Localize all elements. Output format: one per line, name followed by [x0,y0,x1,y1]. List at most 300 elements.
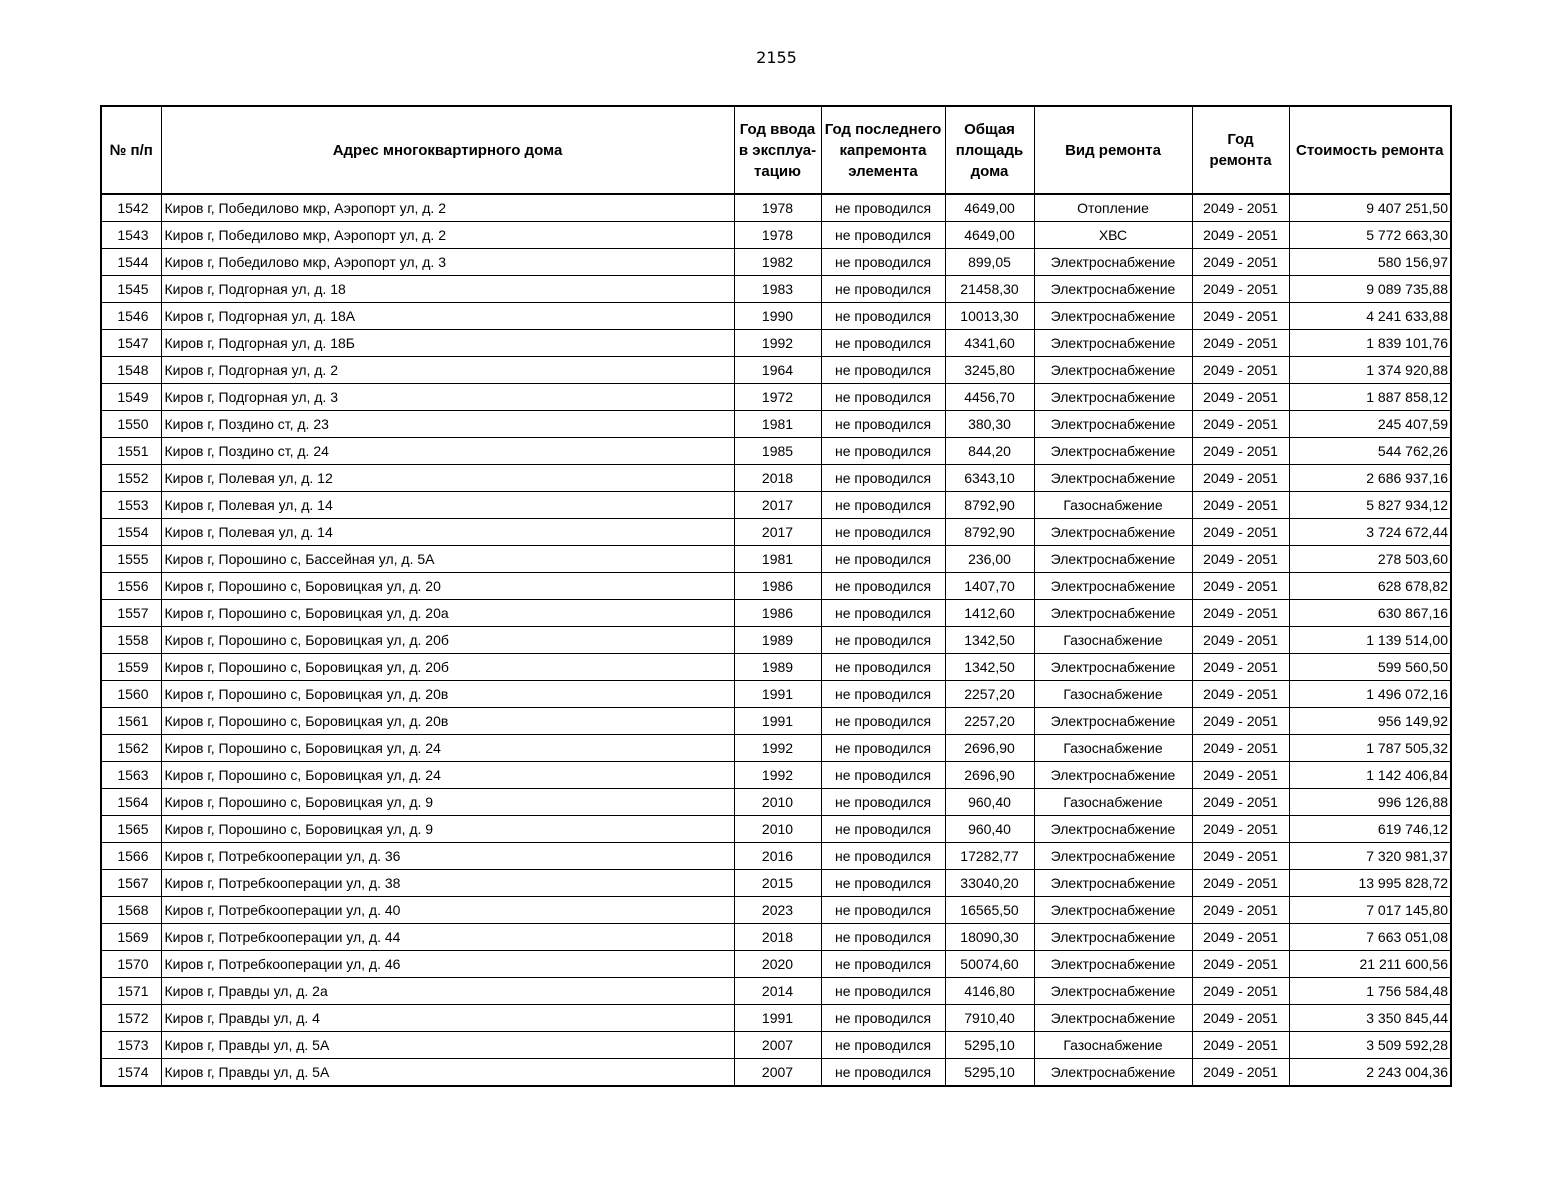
cell-address: Киров г, Порошино с, Боровицкая ул, д. 20 [161,573,734,600]
cell-repair-year: 2049 - 2051 [1192,627,1289,654]
table-row [101,816,1451,843]
cell-num: 1543 [101,222,161,249]
cell-year-built: 2018 [734,465,821,492]
cell-year-built: 1985 [734,438,821,465]
cell-cost: 1 139 514,00 [1289,627,1451,654]
cell-cost: 1 374 920,88 [1289,357,1451,384]
cell-year-built: 1991 [734,1005,821,1032]
cell-last-repair: не проводился [821,843,945,870]
cell-num: 1563 [101,762,161,789]
cell-year-built: 2017 [734,519,821,546]
cell-repair-type: Электроснабжение [1034,465,1192,492]
table-row [101,411,1451,438]
cell-address: Киров г, Потребкооперации ул, д. 46 [161,951,734,978]
cell-num: 1561 [101,708,161,735]
cell-area: 1342,50 [945,627,1034,654]
cell-area: 4146,80 [945,978,1034,1005]
cell-repair-type: Электроснабжение [1034,762,1192,789]
cell-repair-year: 2049 - 2051 [1192,789,1289,816]
cell-address: Киров г, Победилово мкр, Аэропорт ул, д. 2 [161,194,734,222]
cell-last-repair: не проводился [821,438,945,465]
cell-address: Киров г, Правды ул, д. 5А [161,1032,734,1059]
cell-address: Киров г, Порошино с, Боровицкая ул, д. 20в [161,681,734,708]
cell-repair-year: 2049 - 2051 [1192,1059,1289,1087]
cell-num: 1549 [101,384,161,411]
cell-num: 1562 [101,735,161,762]
cell-repair-type: Электроснабжение [1034,600,1192,627]
cell-address: Киров г, Порошино с, Боровицкая ул, д. 24 [161,735,734,762]
cell-cost: 1 887 858,12 [1289,384,1451,411]
cell-address: Киров г, Поздино ст, д. 23 [161,411,734,438]
cell-num: 1568 [101,897,161,924]
table-row [101,465,1451,492]
cell-num: 1556 [101,573,161,600]
cell-address: Киров г, Порошино с, Боровицкая ул, д. 20б [161,627,734,654]
cell-repair-year: 2049 - 2051 [1192,870,1289,897]
cell-num: 1552 [101,465,161,492]
cell-address: Киров г, Победилово мкр, Аэропорт ул, д. 3 [161,249,734,276]
cell-last-repair: не проводился [821,303,945,330]
cell-area: 1342,50 [945,654,1034,681]
cell-year-built: 1989 [734,627,821,654]
cell-area: 960,40 [945,816,1034,843]
cell-repair-year: 2049 - 2051 [1192,330,1289,357]
cell-address: Киров г, Порошино с, Боровицкая ул, д. 9 [161,816,734,843]
cell-address: Киров г, Победилово мкр, Аэропорт ул, д. 2 [161,222,734,249]
cell-area: 5295,10 [945,1059,1034,1087]
cell-cost: 5 772 663,30 [1289,222,1451,249]
cell-year-built: 1992 [734,330,821,357]
cell-repair-year: 2049 - 2051 [1192,357,1289,384]
cell-cost: 628 678,82 [1289,573,1451,600]
cell-year-built: 1991 [734,708,821,735]
cell-num: 1542 [101,194,161,222]
table-row [101,627,1451,654]
header-last-repair: Год последнего капремонта элемента [821,106,945,194]
cell-area: 960,40 [945,789,1034,816]
cell-cost: 245 407,59 [1289,411,1451,438]
cell-cost: 599 560,50 [1289,654,1451,681]
cell-cost: 3 350 845,44 [1289,1005,1451,1032]
cell-repair-year: 2049 - 2051 [1192,897,1289,924]
cell-cost: 1 839 101,76 [1289,330,1451,357]
table-row [101,357,1451,384]
cell-repair-year: 2049 - 2051 [1192,438,1289,465]
table-row [101,870,1451,897]
cell-repair-type: Электроснабжение [1034,870,1192,897]
cell-address: Киров г, Порошино с, Боровицкая ул, д. 20б [161,654,734,681]
cell-cost: 9 407 251,50 [1289,194,1451,222]
cell-area: 2257,20 [945,681,1034,708]
cell-area: 5295,10 [945,1032,1034,1059]
cell-address: Киров г, Правды ул, д. 2а [161,978,734,1005]
cell-cost: 619 746,12 [1289,816,1451,843]
repair-registry-table [100,105,1452,1087]
cell-cost: 3 509 592,28 [1289,1032,1451,1059]
table-row [101,330,1451,357]
cell-num: 1546 [101,303,161,330]
cell-area: 21458,30 [945,276,1034,303]
cell-year-built: 2015 [734,870,821,897]
cell-area: 844,20 [945,438,1034,465]
cell-cost: 9 089 735,88 [1289,276,1451,303]
cell-num: 1547 [101,330,161,357]
cell-address: Киров г, Полевая ул, д. 14 [161,492,734,519]
cell-num: 1553 [101,492,161,519]
cell-repair-year: 2049 - 2051 [1192,249,1289,276]
cell-year-built: 1981 [734,411,821,438]
page-number: 2155 [756,48,797,67]
cell-cost: 4 241 633,88 [1289,303,1451,330]
cell-area: 8792,90 [945,492,1034,519]
cell-last-repair: не проводился [821,573,945,600]
cell-num: 1564 [101,789,161,816]
cell-last-repair: не проводился [821,897,945,924]
cell-repair-year: 2049 - 2051 [1192,519,1289,546]
cell-area: 10013,30 [945,303,1034,330]
cell-repair-year: 2049 - 2051 [1192,708,1289,735]
cell-repair-year: 2049 - 2051 [1192,816,1289,843]
cell-repair-year: 2049 - 2051 [1192,573,1289,600]
cell-repair-type: Электроснабжение [1034,978,1192,1005]
table-row [101,1059,1451,1087]
cell-last-repair: не проводился [821,1005,945,1032]
cell-repair-year: 2049 - 2051 [1192,222,1289,249]
cell-area: 3245,80 [945,357,1034,384]
cell-area: 4456,70 [945,384,1034,411]
cell-repair-type: Электроснабжение [1034,519,1192,546]
cell-repair-type: Газоснабжение [1034,492,1192,519]
cell-repair-type: Газоснабжение [1034,735,1192,762]
cell-num: 1572 [101,1005,161,1032]
header-cost: Стоимость ремонта [1289,106,1451,194]
cell-year-built: 1992 [734,762,821,789]
cell-repair-year: 2049 - 2051 [1192,411,1289,438]
cell-last-repair: не проводился [821,870,945,897]
cell-last-repair: не проводился [821,1032,945,1059]
cell-year-built: 2016 [734,843,821,870]
cell-num: 1573 [101,1032,161,1059]
table-row [101,897,1451,924]
header-repair-year: Год ремонта [1192,106,1289,194]
cell-repair-year: 2049 - 2051 [1192,492,1289,519]
header-num: № п/п [101,106,161,194]
cell-address: Киров г, Потребкооперации ул, д. 44 [161,924,734,951]
cell-area: 50074,60 [945,951,1034,978]
cell-last-repair: не проводился [821,249,945,276]
cell-area: 33040,20 [945,870,1034,897]
table-row [101,492,1451,519]
cell-last-repair: не проводился [821,546,945,573]
cell-area: 17282,77 [945,843,1034,870]
table-row [101,276,1451,303]
cell-repair-year: 2049 - 2051 [1192,303,1289,330]
cell-repair-type: Электроснабжение [1034,654,1192,681]
cell-cost: 1 496 072,16 [1289,681,1451,708]
cell-address: Киров г, Подгорная ул, д. 18А [161,303,734,330]
cell-repair-type: Электроснабжение [1034,330,1192,357]
cell-last-repair: не проводился [821,330,945,357]
cell-cost: 2 686 937,16 [1289,465,1451,492]
cell-year-built: 2007 [734,1032,821,1059]
cell-last-repair: не проводился [821,816,945,843]
table-body [101,194,1451,1086]
cell-last-repair: не проводился [821,384,945,411]
table-row [101,222,1451,249]
cell-year-built: 1986 [734,573,821,600]
cell-cost: 1 787 505,32 [1289,735,1451,762]
cell-num: 1570 [101,951,161,978]
table-row [101,843,1451,870]
cell-num: 1554 [101,519,161,546]
cell-address: Киров г, Поздино ст, д. 24 [161,438,734,465]
cell-num: 1566 [101,843,161,870]
cell-repair-type: Электроснабжение [1034,1059,1192,1087]
cell-repair-type: Электроснабжение [1034,411,1192,438]
cell-last-repair: не проводился [821,276,945,303]
cell-last-repair: не проводился [821,708,945,735]
cell-repair-type: ХВС [1034,222,1192,249]
cell-address: Киров г, Полевая ул, д. 14 [161,519,734,546]
cell-address: Киров г, Порошино с, Бассейная ул, д. 5А [161,546,734,573]
cell-year-built: 1981 [734,546,821,573]
cell-area: 8792,90 [945,519,1034,546]
cell-year-built: 1964 [734,357,821,384]
cell-area: 899,05 [945,249,1034,276]
cell-repair-year: 2049 - 2051 [1192,194,1289,222]
table-row [101,546,1451,573]
cell-last-repair: не проводился [821,519,945,546]
cell-repair-type: Электроснабжение [1034,951,1192,978]
cell-address: Киров г, Потребкооперации ул, д. 40 [161,897,734,924]
table-row [101,951,1451,978]
cell-repair-type: Электроснабжение [1034,573,1192,600]
cell-repair-type: Электроснабжение [1034,303,1192,330]
cell-num: 1574 [101,1059,161,1087]
cell-last-repair: не проводился [821,654,945,681]
table-row [101,735,1451,762]
cell-area: 1407,70 [945,573,1034,600]
cell-last-repair: не проводился [821,762,945,789]
cell-address: Киров г, Подгорная ул, д. 18Б [161,330,734,357]
header-area: Общая площадь дома [945,106,1034,194]
cell-cost: 956 149,92 [1289,708,1451,735]
cell-last-repair: не проводился [821,492,945,519]
cell-area: 380,30 [945,411,1034,438]
table-row [101,681,1451,708]
cell-repair-type: Электроснабжение [1034,357,1192,384]
cell-num: 1558 [101,627,161,654]
table-row [101,384,1451,411]
cell-area: 4649,00 [945,222,1034,249]
cell-num: 1560 [101,681,161,708]
cell-year-built: 1978 [734,222,821,249]
cell-address: Киров г, Полевая ул, д. 12 [161,465,734,492]
cell-repair-type: Газоснабжение [1034,789,1192,816]
cell-cost: 278 503,60 [1289,546,1451,573]
cell-cost: 1 142 406,84 [1289,762,1451,789]
cell-num: 1557 [101,600,161,627]
cell-repair-year: 2049 - 2051 [1192,1032,1289,1059]
cell-repair-year: 2049 - 2051 [1192,735,1289,762]
cell-last-repair: не проводился [821,465,945,492]
cell-year-built: 1978 [734,194,821,222]
cell-repair-year: 2049 - 2051 [1192,276,1289,303]
cell-repair-type: Газоснабжение [1034,681,1192,708]
cell-repair-type: Электроснабжение [1034,438,1192,465]
table-row [101,708,1451,735]
cell-repair-type: Газоснабжение [1034,627,1192,654]
cell-cost: 5 827 934,12 [1289,492,1451,519]
cell-last-repair: не проводился [821,681,945,708]
cell-num: 1555 [101,546,161,573]
cell-last-repair: не проводился [821,627,945,654]
cell-num: 1548 [101,357,161,384]
cell-cost: 2 243 004,36 [1289,1059,1451,1087]
cell-area: 4341,60 [945,330,1034,357]
cell-area: 236,00 [945,546,1034,573]
cell-cost: 3 724 672,44 [1289,519,1451,546]
cell-last-repair: не проводился [821,600,945,627]
cell-repair-year: 2049 - 2051 [1192,600,1289,627]
cell-cost: 544 762,26 [1289,438,1451,465]
cell-num: 1565 [101,816,161,843]
cell-year-built: 1989 [734,654,821,681]
cell-area: 2696,90 [945,735,1034,762]
cell-last-repair: не проводился [821,951,945,978]
table-header [101,106,1451,194]
cell-year-built: 1986 [734,600,821,627]
cell-num: 1550 [101,411,161,438]
cell-year-built: 2014 [734,978,821,1005]
cell-cost: 630 867,16 [1289,600,1451,627]
cell-last-repair: не проводился [821,357,945,384]
cell-last-repair: не проводился [821,222,945,249]
cell-repair-year: 2049 - 2051 [1192,654,1289,681]
cell-last-repair: не проводился [821,1059,945,1087]
cell-last-repair: не проводился [821,978,945,1005]
cell-last-repair: не проводился [821,735,945,762]
cell-year-built: 1972 [734,384,821,411]
cell-address: Киров г, Потребкооперации ул, д. 38 [161,870,734,897]
table-row [101,303,1451,330]
cell-num: 1545 [101,276,161,303]
table-row [101,1005,1451,1032]
cell-address: Киров г, Порошино с, Боровицкая ул, д. 9 [161,789,734,816]
table-row [101,438,1451,465]
cell-address: Киров г, Подгорная ул, д. 3 [161,384,734,411]
cell-address: Киров г, Правды ул, д. 5А [161,1059,734,1087]
table-row [101,789,1451,816]
cell-repair-year: 2049 - 2051 [1192,978,1289,1005]
cell-repair-type: Электроснабжение [1034,1005,1192,1032]
cell-repair-type: Электроснабжение [1034,897,1192,924]
cell-cost: 21 211 600,56 [1289,951,1451,978]
cell-year-built: 2023 [734,897,821,924]
cell-repair-year: 2049 - 2051 [1192,1005,1289,1032]
cell-year-built: 1992 [734,735,821,762]
cell-address: Киров г, Порошино с, Боровицкая ул, д. 20в [161,708,734,735]
cell-year-built: 2018 [734,924,821,951]
header-year-built: Год ввода в эксплуа-тацию [734,106,821,194]
cell-repair-type: Электроснабжение [1034,249,1192,276]
cell-repair-year: 2049 - 2051 [1192,546,1289,573]
table-row [101,519,1451,546]
table-row [101,194,1451,222]
table-row [101,249,1451,276]
cell-last-repair: не проводился [821,411,945,438]
cell-cost: 13 995 828,72 [1289,870,1451,897]
cell-repair-year: 2049 - 2051 [1192,681,1289,708]
header-address: Адрес многоквартирного дома [161,106,734,194]
cell-year-built: 1983 [734,276,821,303]
cell-area: 1412,60 [945,600,1034,627]
cell-year-built: 1991 [734,681,821,708]
cell-repair-type: Электроснабжение [1034,546,1192,573]
cell-area: 7910,40 [945,1005,1034,1032]
cell-address: Киров г, Правды ул, д. 4 [161,1005,734,1032]
cell-repair-year: 2049 - 2051 [1192,384,1289,411]
cell-num: 1559 [101,654,161,681]
table-row [101,600,1451,627]
cell-repair-type: Электроснабжение [1034,708,1192,735]
cell-repair-year: 2049 - 2051 [1192,762,1289,789]
cell-repair-year: 2049 - 2051 [1192,843,1289,870]
cell-year-built: 1982 [734,249,821,276]
cell-repair-type: Электроснабжение [1034,816,1192,843]
cell-num: 1569 [101,924,161,951]
cell-repair-type: Электроснабжение [1034,843,1192,870]
cell-area: 6343,10 [945,465,1034,492]
cell-area: 4649,00 [945,194,1034,222]
cell-repair-year: 2049 - 2051 [1192,924,1289,951]
cell-year-built: 2010 [734,816,821,843]
cell-num: 1551 [101,438,161,465]
table-row [101,924,1451,951]
cell-area: 18090,30 [945,924,1034,951]
cell-cost: 7 017 145,80 [1289,897,1451,924]
table-row [101,1032,1451,1059]
cell-last-repair: не проводился [821,924,945,951]
cell-area: 2257,20 [945,708,1034,735]
table-row [101,573,1451,600]
cell-area: 2696,90 [945,762,1034,789]
cell-address: Киров г, Подгорная ул, д. 2 [161,357,734,384]
cell-cost: 1 756 584,48 [1289,978,1451,1005]
cell-repair-year: 2049 - 2051 [1192,465,1289,492]
cell-year-built: 2020 [734,951,821,978]
cell-address: Киров г, Потребкооперации ул, д. 36 [161,843,734,870]
header-repair-type: Вид ремонта [1034,106,1192,194]
cell-num: 1567 [101,870,161,897]
cell-cost: 996 126,88 [1289,789,1451,816]
cell-repair-type: Электроснабжение [1034,384,1192,411]
cell-repair-type: Газоснабжение [1034,1032,1192,1059]
cell-cost: 580 156,97 [1289,249,1451,276]
cell-repair-year: 2049 - 2051 [1192,951,1289,978]
table-row [101,978,1451,1005]
cell-num: 1544 [101,249,161,276]
cell-repair-type: Электроснабжение [1034,276,1192,303]
cell-year-built: 1990 [734,303,821,330]
cell-num: 1571 [101,978,161,1005]
cell-address: Киров г, Подгорная ул, д. 18 [161,276,734,303]
cell-area: 16565,50 [945,897,1034,924]
cell-last-repair: не проводился [821,789,945,816]
cell-cost: 7 663 051,08 [1289,924,1451,951]
cell-year-built: 2007 [734,1059,821,1087]
cell-cost: 7 320 981,37 [1289,843,1451,870]
